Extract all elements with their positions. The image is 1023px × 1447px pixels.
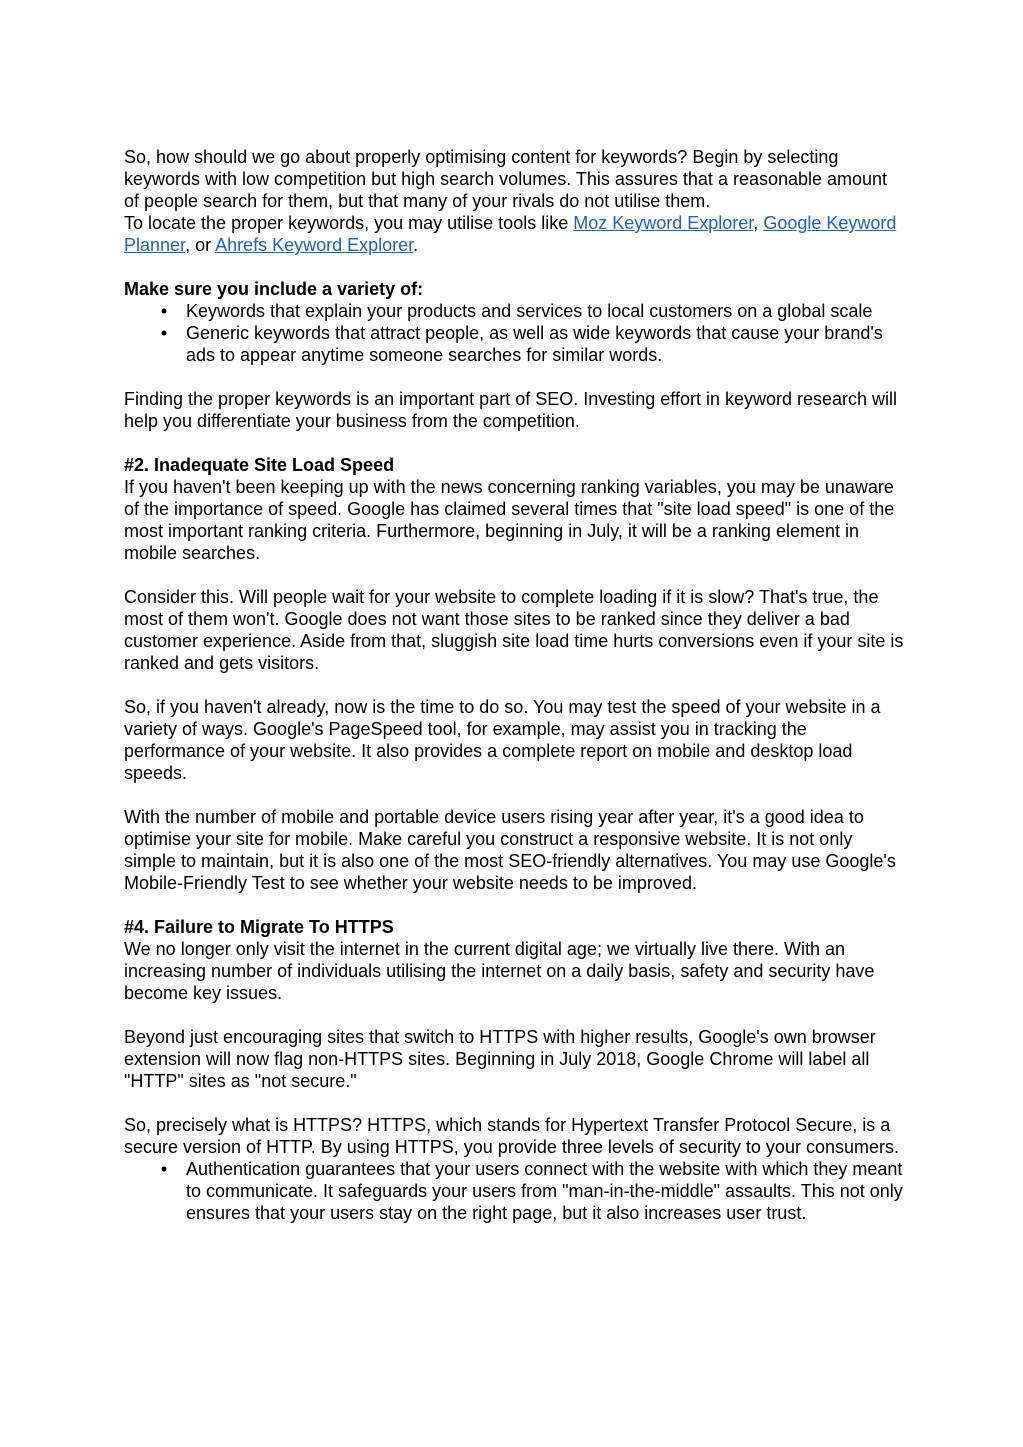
document-page [124, 146, 904, 1224]
keyword-tools-paragraph [124, 212, 904, 256]
paragraph: With the number of mobile and portable device users rising year after year, it's a good idea to optimise your site for mobile. Make careful you construct a responsive website. It is not only simple to maintain, but it is also one of the most SEO-friendly alternatives. You may use Google's Mobile-Friendly Test to see whether your website needs to be improved. [124, 807, 896, 893]
list-item [124, 322, 904, 366]
intro-paragraph: So, how should we go about properly optimising content for keywords? Begin by selecting keywords with low competition but high search volumes. This assures that a reasonable amount of people search for them, but that many of your rivals do not utilise them. [124, 147, 888, 211]
bullet-icon: • [160, 323, 168, 343]
spacer [124, 432, 904, 454]
finding-paragraph: Finding the proper keywords is an important part of SEO. Investing effort in keyword research will help you differentiate your business from the competition. [124, 389, 898, 431]
paragraph: We no longer only visit the internet in the current digital age; we virtually live there. With an increasing number of individuals utilising the internet on a daily basis, safety and security have become key issues. [124, 939, 875, 1003]
period-text: . [413, 235, 419, 255]
spacer [124, 784, 904, 806]
variety-list [124, 300, 904, 366]
spacer [124, 674, 904, 696]
keyword-tools-text: To locate the proper keywords, you may utilise tools like [124, 213, 574, 233]
variety-heading: Make sure you include a variety of: [124, 279, 424, 299]
paragraph: Beyond just encouraging sites that switch to HTTPS with higher results, Google's own browser extension will now flag non-HTTPS sites. Beginning in July 2018, Google Chrome will label all "HTTP" sites as "not secure." [124, 1027, 876, 1091]
paragraph: If you haven't been keeping up with the news concerning ranking variables, you may be unaware of the importance of speed. Google has claimed several times that "site load speed" is one of the most important ranking criteria. Furthermore, beginning in July, it will be a ranking element in mobile searches. [124, 477, 895, 563]
list-item-text: Generic keywords that attract people, as well as wide keywords that cause your brand's ads to appear anytime someone searches for similar words. [186, 323, 883, 365]
paragraph: So, if you haven't already, now is the time to do so. You may test the speed of your website in a variety of ways. Google's PageSpeed tool, for example, may assist you in tracking the performance of your website. It also provides a complete report on mobile and desktop load speeds. [124, 697, 881, 783]
list-item-text: Keywords that explain your products and services to local customers on a global scale [186, 301, 873, 321]
ahrefs-keyword-explorer-link[interactable]: Ahrefs Keyword Explorer [215, 235, 414, 255]
paragraph: So, precisely what is HTTPS? HTTPS, which stands for Hypertext Transfer Protocol Secure, is a secure version of HTTP. By using HTTPS, you provide three levels of security to your consumers. [124, 1115, 899, 1157]
google-keyword-planner-link[interactable]: Google Keyword Planner [124, 213, 897, 255]
spacer [124, 366, 904, 388]
separator-text: , or [185, 235, 216, 255]
paragraph: Consider this. Will people wait for your website to complete loading if it is slow? That's true, the most of them won't. Google does not want those sites to be ranked since they deliver a bad customer experience. Aside from that, sluggish site load time hurts conversions even if your site is ranked and gets visitors. [124, 587, 904, 673]
list-item [124, 300, 904, 322]
spacer [124, 1004, 904, 1026]
separator-text: , [753, 213, 764, 233]
bullet-icon: • [160, 301, 168, 321]
https-security-list [124, 1158, 904, 1224]
list-item [124, 1158, 904, 1224]
spacer [124, 564, 904, 586]
bullet-icon: • [160, 1159, 168, 1179]
moz-keyword-explorer-link[interactable]: Moz Keyword Explorer [573, 213, 754, 233]
list-item-text: Authentication guarantees that your users connect with the website with which they meant to communicate. It safeguards your users from "man-in-the-middle" assaults. This not only ensures that your users stay on the right page, but it also increases user trust. [186, 1159, 903, 1223]
section-heading-site-load-speed: #2. Inadequate Site Load Speed [124, 455, 395, 475]
spacer [124, 894, 904, 916]
spacer [124, 1092, 904, 1114]
section-heading-https: #4. Failure to Migrate To HTTPS [124, 917, 394, 937]
spacer [124, 256, 904, 278]
